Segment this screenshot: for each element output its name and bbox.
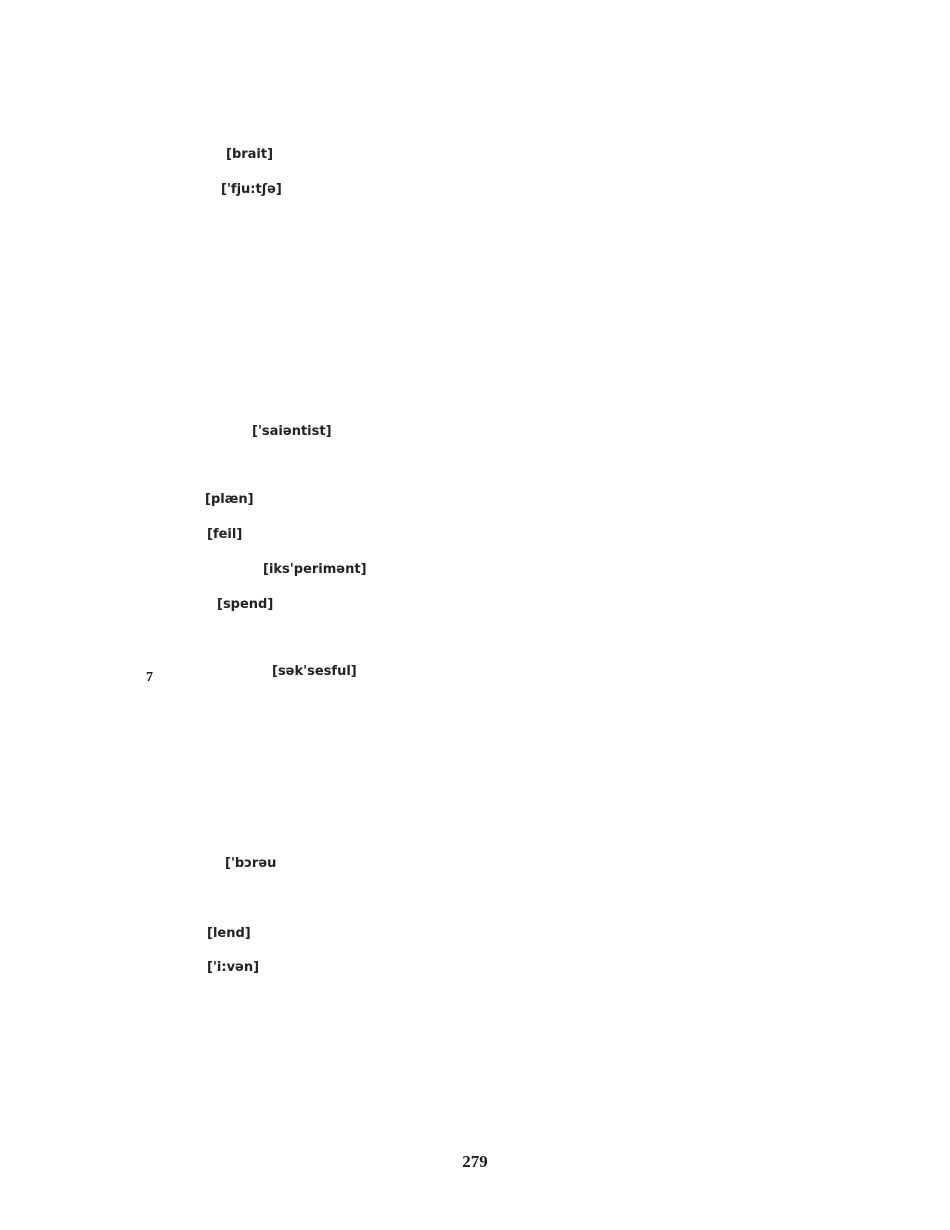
text-line bbox=[139, 150, 148, 166]
text-line bbox=[139, 601, 148, 617]
text-line bbox=[139, 827, 174, 843]
page-total: 79 bbox=[470, 1152, 488, 1171]
text-line bbox=[139, 964, 148, 980]
phonetic-label: ['fju:tʃə] bbox=[221, 182, 282, 197]
text-line bbox=[139, 114, 157, 130]
text-line bbox=[139, 566, 148, 582]
phonetic-label: ['bɔrəu bbox=[225, 856, 277, 871]
phonetic-label: ['saiəntist] bbox=[252, 424, 332, 439]
text-line bbox=[139, 462, 157, 478]
page-current: 2 bbox=[462, 1152, 471, 1171]
phonetic-label: [sək'sesful] bbox=[272, 664, 357, 679]
text-line bbox=[139, 896, 165, 912]
text-line bbox=[139, 496, 148, 512]
phonetic-label: [plæn] bbox=[205, 492, 254, 507]
text-line bbox=[139, 428, 148, 444]
phonetic-label: [iks'perimənt] bbox=[263, 562, 367, 577]
phonetic-label: [lend] bbox=[207, 926, 251, 941]
text-line bbox=[139, 930, 148, 946]
text-line bbox=[139, 860, 148, 876]
text-line bbox=[139, 392, 183, 408]
phonetic-label: [spend] bbox=[217, 597, 274, 612]
page-number bbox=[0, 1152, 950, 1172]
item-number: 7 bbox=[146, 670, 153, 685]
text-line bbox=[313, 634, 401, 650]
phonetic-label: [brait] bbox=[226, 147, 274, 162]
text-line bbox=[139, 185, 148, 201]
text-line bbox=[139, 531, 148, 547]
phonetic-label: ['i:vən] bbox=[207, 960, 260, 975]
phonetic-label: [feil] bbox=[207, 527, 243, 542]
